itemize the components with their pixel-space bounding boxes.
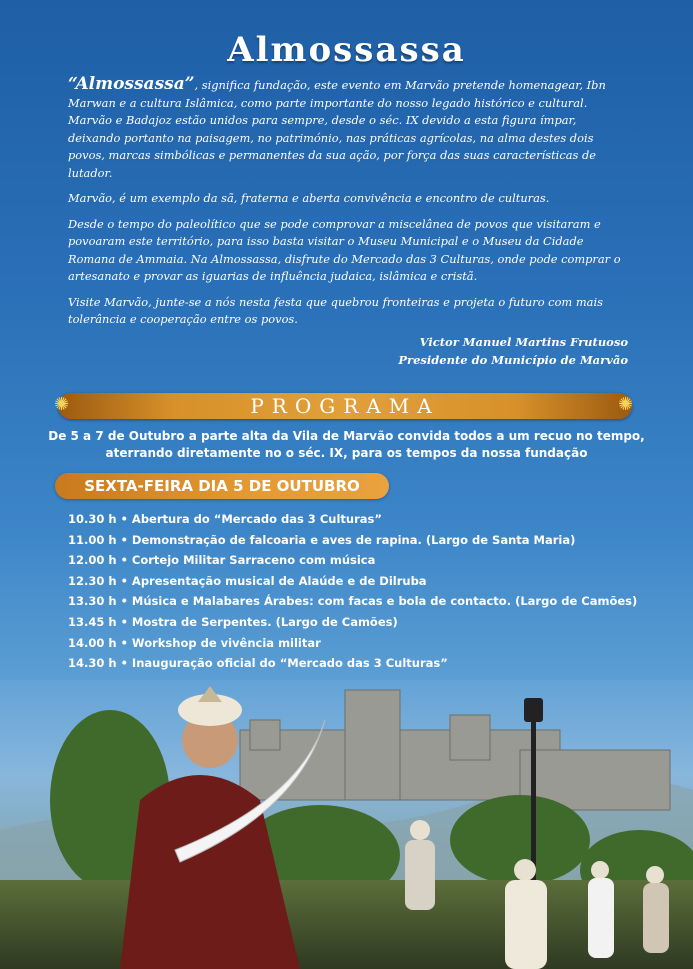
intro-lead-word: “Almossassa” (68, 74, 195, 94)
schedule-item: 14.00 h • Workshop de vivência militar (68, 635, 321, 650)
sun-ornament-icon: ✺ (618, 394, 634, 415)
intro-paragraph-3: Desde o tempo do paleolítico que se pode comprovar a miscelânea de povos que visitaram e povoaram este território, para isso basta visitar o Museu Municipal e o Museu da Cidade Romana de Ammaia. Na Almossassa, disfrute do Mercado das 3 Culturas, onde pode comprar o artesanato e provar as iguarias de influência judaica, islâmica e cristã. (68, 216, 621, 283)
schedule-item: 10.30 h • Abertura do “Mercado das 3 Culturas” (68, 512, 382, 526)
signature (68, 333, 628, 369)
day-label: SEXTA-FEIRA DIA 5 DE OUTUBRO (84, 477, 360, 495)
schedule-item: 13.45 h • Mostra de Serpentes. (Largo de Camões) (68, 614, 398, 629)
intro-paragraph-2: Marvão, é um exemplo da sã, fraterna e aberta convivência e encontro de culturas. (68, 191, 550, 205)
schedule-item: 14.30 h • Inauguração oficial do “Mercado das 3 Culturas” (68, 656, 448, 671)
programa-subtitle-line-2: aterrando diretamente no o séc. IX, para os tempos da nossa fundação (105, 446, 588, 460)
intro-paragraph-1-text: , significa fundação, este evento em Marvão pretende homenagear, Ibn Marwan e a cultura Islâmica, como parte importante do nosso legado histórico e cultural. Marvão e Badajoz estão unidos para sempre, desde o séc. IX devido a esta figura ímpar, deixando portanto na paisagem, no património, nas práticas agrícolas, na alma destes dois povos, marcas simbólicas e permanentes da sua ação, por força das suas características de lutador. (68, 78, 606, 180)
intro-text (68, 76, 628, 369)
signature-role: Presidente do Município de Marvão (398, 352, 628, 367)
signature-name: Victor Manuel Martins Frutuoso (419, 334, 628, 349)
schedule-list (68, 509, 668, 674)
programa-heading: PROGRAMA (250, 394, 440, 418)
page-title: Almossassa (227, 30, 466, 70)
festival-photo (0, 680, 693, 969)
programa-subtitle-line-1: De 5 a 7 de Outubro a parte alta da Vila de Marvão convida todos a um recuo no tempo, (48, 429, 645, 443)
schedule-item: 12.00 h • Cortejo Militar Sarraceno com música (68, 553, 376, 568)
programa-subtitle (40, 428, 653, 462)
schedule-item: 13.30 h • Música e Malabares Árabes: com facas e bola de contacto. (Largo de Camões) (68, 594, 638, 609)
intro-paragraph-4: Visite Marvão, junte-se a nós nesta festa que quebrou fronteiras e projeta o futuro com mais tolerância e cooperação entre os povos. (68, 294, 603, 326)
schedule-item: 11.00 h • Demonstração de falcoaria e aves de rapina. (Largo de Santa Maria) (68, 532, 576, 547)
sun-ornament-icon: ✺ (54, 394, 70, 415)
day-heading (55, 473, 389, 499)
programa-banner (54, 393, 634, 419)
schedule-item: 12.30 h • Apresentação musical de Alaúde e de Dilruba (68, 573, 427, 588)
intro-paragraph-1 (68, 76, 628, 182)
